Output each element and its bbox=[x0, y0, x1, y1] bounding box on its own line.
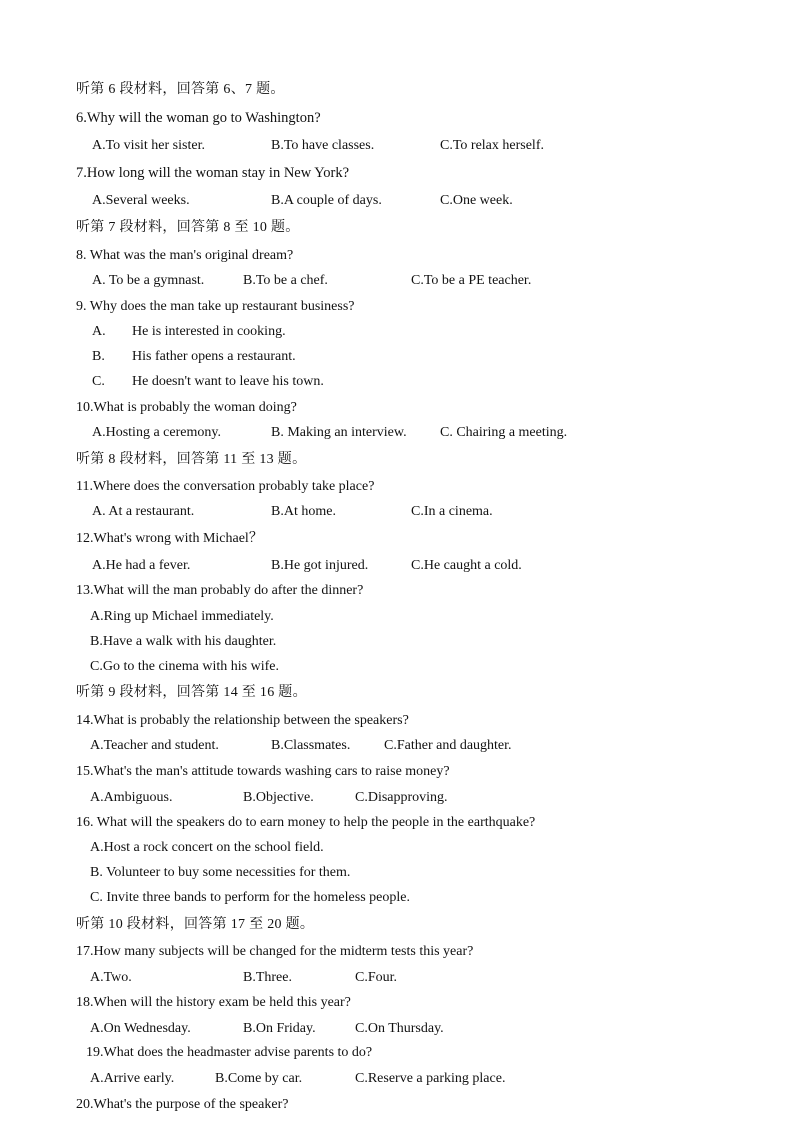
q18-option-a: A.On Wednesday. bbox=[90, 1021, 191, 1036]
section-heading-9: 听第 9 段材料，回答第 14 至 16 题。 bbox=[76, 685, 307, 700]
question-13: 13.What will the man probably do after the dinner? bbox=[76, 583, 364, 598]
q7-option-b: B.A couple of days. bbox=[271, 193, 382, 208]
q16-option-c: C. Invite three bands to perform for the homeless people. bbox=[90, 890, 410, 905]
q10-option-b: B. Making an interview. bbox=[271, 425, 407, 440]
question-7: 7.How long will the woman stay in New York? bbox=[76, 165, 350, 181]
q19-option-b: B.Come by car. bbox=[215, 1071, 303, 1086]
question-18: 18.When will the history exam be held this year? bbox=[76, 995, 351, 1010]
q14-option-b: B.Classmates. bbox=[271, 738, 351, 753]
q10-option-c: C. Chairing a meeting. bbox=[440, 425, 568, 440]
q18-option-c: C.On Thursday. bbox=[355, 1021, 444, 1036]
q15-option-c: C.Disapproving. bbox=[355, 790, 448, 805]
q11-option-a: A. At a restaurant. bbox=[92, 504, 195, 519]
q15-option-b: B.Objective. bbox=[243, 790, 314, 805]
q7-option-c: C.One week. bbox=[440, 193, 513, 208]
q13-option-b: B.Have a walk with his daughter. bbox=[90, 634, 277, 649]
q9-option-b: His father opens a restaurant. bbox=[132, 349, 296, 364]
question-9: 9. Why does the man take up restaurant business? bbox=[76, 299, 355, 314]
question-20: 20.What's the purpose of the speaker? bbox=[76, 1097, 289, 1112]
q6-option-c: C.To relax herself. bbox=[440, 138, 544, 153]
question-6: 6.Why will the woman go to Washington? bbox=[76, 110, 321, 126]
q11-option-c: C.In a cinema. bbox=[411, 504, 493, 519]
question-11: 11.Where does the conversation probably take place? bbox=[76, 479, 375, 494]
q8-option-b: B.To be a chef. bbox=[243, 273, 328, 288]
section-heading-7: 听第 7 段材料，回答第 8 至 10 题。 bbox=[76, 220, 300, 235]
q9-option-a: He is interested in cooking. bbox=[132, 324, 286, 339]
section-heading-6: 听第 6 段材料，回答第 6、7 题。 bbox=[76, 82, 285, 97]
q19-option-c: C.Reserve a parking place. bbox=[355, 1071, 506, 1086]
q7-option-a: A.Several weeks. bbox=[92, 193, 190, 208]
q12-option-a: A.He had a fever. bbox=[92, 558, 191, 573]
q13-option-a: A.Ring up Michael immediately. bbox=[90, 609, 274, 624]
q17-option-c: C.Four. bbox=[355, 970, 398, 985]
q19-option-a: A.Arrive early. bbox=[90, 1071, 175, 1086]
q9-option-c-label: C. bbox=[92, 374, 105, 389]
question-12: 12.What's wrong with Michael？ bbox=[76, 531, 263, 546]
question-8: 8. What was the man's original dream? bbox=[76, 248, 294, 263]
q17-option-b: B.Three. bbox=[243, 970, 292, 985]
q16-option-b: B. Volunteer to buy some necessities for them. bbox=[90, 865, 351, 880]
q9-option-b-label: B. bbox=[92, 349, 105, 364]
q11-option-b: B.At home. bbox=[271, 504, 336, 519]
question-14: 14.What is probably the relationship between the speakers? bbox=[76, 713, 409, 728]
q15-option-a: A.Ambiguous. bbox=[90, 790, 173, 805]
q6-option-b: B.To have classes. bbox=[271, 138, 375, 153]
question-15: 15.What's the man's attitude towards washing cars to raise money? bbox=[76, 764, 450, 779]
question-10: 10.What is probably the woman doing? bbox=[76, 400, 297, 415]
q10-option-a: A.Hosting a ceremony. bbox=[92, 425, 221, 440]
q6-option-a: A.To visit her sister. bbox=[92, 138, 205, 153]
section-heading-10: 听第 10 段材料，回答第 17 至 20 题。 bbox=[76, 917, 315, 932]
q18-option-b: B.On Friday. bbox=[243, 1021, 316, 1036]
q16-option-a: A.Host a rock concert on the school field. bbox=[90, 840, 324, 855]
question-16: 16. What will the speakers do to earn money to help the people in the earthquake? bbox=[76, 815, 536, 830]
q9-option-c: He doesn't want to leave his town. bbox=[132, 374, 324, 389]
q14-option-a: A.Teacher and student. bbox=[90, 738, 219, 753]
q8-option-a: A. To be a gymnast. bbox=[92, 273, 205, 288]
q13-option-c: C.Go to the cinema with his wife. bbox=[90, 659, 279, 674]
section-heading-8: 听第 8 段材料，回答第 11 至 13 题。 bbox=[76, 452, 307, 467]
q12-option-c: C.He caught a cold. bbox=[411, 558, 522, 573]
q12-option-b: B.He got injured. bbox=[271, 558, 369, 573]
question-19: 19.What does the headmaster advise parents to do? bbox=[86, 1045, 373, 1060]
q8-option-c: C.To be a PE teacher. bbox=[411, 273, 532, 288]
q17-option-a: A.Two. bbox=[90, 970, 132, 985]
question-17: 17.How many subjects will be changed for the midterm tests this year? bbox=[76, 944, 474, 959]
q9-option-a-label: A. bbox=[92, 324, 106, 339]
q14-option-c: C.Father and daughter. bbox=[384, 738, 512, 753]
